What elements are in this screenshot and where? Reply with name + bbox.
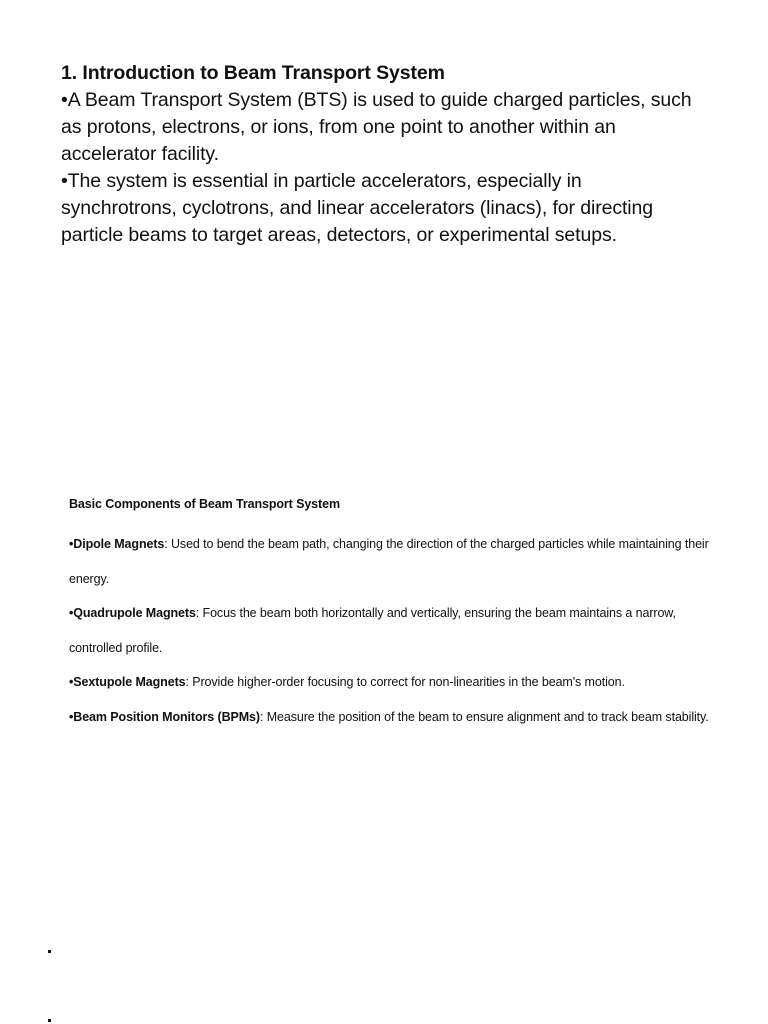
intro-bullet-importance: •The system is essential in particle accelerators, especially in synchrotrons, cyclotrons, and linear accelerators (linacs), for directing particle beams to target areas, detectors, or experimental setups.: [61, 170, 654, 246]
component-term: •Beam Position Monitors (BPMs): [69, 709, 260, 724]
component-item-sextupole: [69, 665, 709, 700]
component-term: •Quadrupole Magnets: [69, 606, 196, 621]
component-term: •Dipole Magnets: [69, 537, 165, 551]
component-item-bpm: [69, 700, 709, 735]
component-desc: : Used to bend the beam path, changing the direction of the charged particles while maintaining their energy.: [69, 537, 709, 586]
component-desc: : Provide higher-order focusing to correct for non-linearities in the beam's motion.: [185, 675, 625, 690]
stray-bullet-dot: [48, 950, 51, 953]
stray-bullet-dot: [48, 1019, 51, 1022]
components-section: [69, 493, 709, 735]
component-item-quadrupole: [69, 596, 709, 665]
component-term: •Sextupole Magnets: [69, 675, 186, 690]
component-desc: : Focus the beam both horizontally and vertically, ensuring the beam maintains a narrow, controlled profile.: [69, 606, 676, 655]
intro-section: [61, 60, 701, 249]
intro-bullet-bts-definition: •A Beam Transport System (BTS) is used to guide charged particles, such as protons, electrons, or ions, from one point to another within an accelerator facility.: [61, 89, 692, 165]
component-item-dipole: [69, 527, 709, 596]
intro-heading: 1. Introduction to Beam Transport System: [61, 62, 445, 84]
components-heading: Basic Components of Beam Transport System: [69, 497, 340, 511]
component-desc: : Measure the position of the beam to ensure alignment and to track beam stability.: [259, 709, 709, 724]
